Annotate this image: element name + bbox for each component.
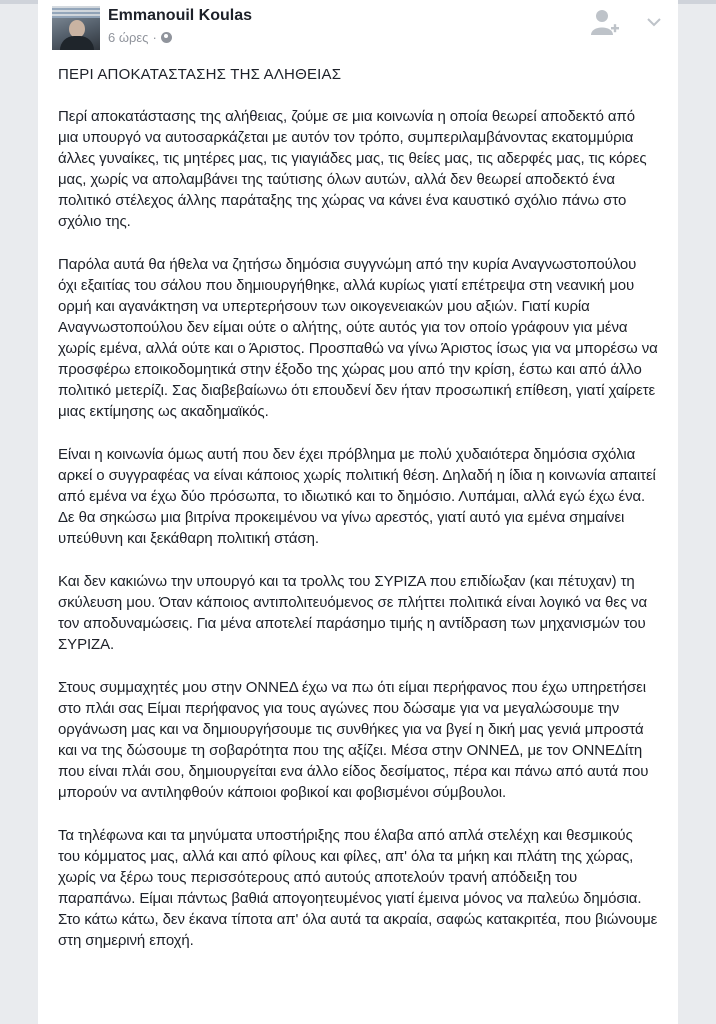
post-title: ΠΕΡΙ ΑΠΟΚΑΤΑΣΤΑΣΗΣ ΤΗΣ ΑΛΗΘΕΙΑΣ — [58, 66, 342, 83]
avatar-background — [52, 6, 100, 18]
post-body — [58, 64, 658, 973]
post-timestamp[interactable]: 6 ώρες — [108, 30, 149, 45]
author-avatar[interactable] — [52, 6, 100, 50]
avatar-body — [60, 36, 94, 50]
add-friend-icon[interactable] — [590, 8, 620, 38]
post-header — [38, 0, 678, 58]
post-paragraph: Στους συμμαχητές μου στην ΟΝΝΕΔ έχω να πω ότι είμαι περήφανος που έχω υπηρετήσει στο πλάι σας Είμαι περήφανος για τους αγώνες που δώσαμε για να μεγαλώσουμε την οργάνωση μας και να δημιουργήσουμε τις συνθήκες για να βγεί η δική μας γενιά μπροστά και να της δώσουμε τη σοβαρότητα που της αξίζει. Μέσα στην ΟΝΝΕΔ, με τον ΟΝΝΕΔίτη που είναι πλάι σου, δημιουργείται ενα άλλο είδος δεσίματος, πέρα και πάνω από αυτά που μπορούν να αντιληφθούν κάποιοι φοβικοί και φοβισμένοι σύμβουλοι. — [58, 679, 649, 801]
post-paragraph: Τα τηλέφωνα και τα μηνύματα υποστήριξης που έλαβα από απλά στελέχη και θεσμικούς του κόμματος μας, αλλά και από φίλους και φίλες, απ' όλα τα μήκη και πλάτη της χώρας, χωρίς να ξέρω τους περισσότερους από αυτούς αποτελούν τρανή απόδειξη του παραπάνω. Είμαι πάντως βαθιά απογοητευμένος γιατί έμεινα μόνος να παλεύω δημόσια. Στο κάτω κάτω, δεν έκανα τίποτα απ' όλα αυτά τα ακραία, σαφώς κατακριτέα, που βιώνουμε στη σημερινή εποχή. — [58, 827, 658, 949]
chevron-down-icon[interactable] — [646, 16, 662, 28]
post-paragraph: Είναι η κοινωνία όμως αυτή που δεν έχει πρόβλημα με πολύ χυδαιότερα δημόσια σχόλια αρκεί ο συγγραφέας να είναι κάποιος χωρίς πολιτική θέση. Δηλαδή η ίδια η κοινωνία απαιτεί από εμένα να έχω δύο πρόσωπα, το ιδιωτικό και το δημόσιο. Λυπάμαι, αλλά εγώ έχω ένα. Δε θα σηκώσω μια βιτρίνα προκειμένου να γίνω αρεστός, γιατί αυτό για εμένα σημαίνει υπεύθυνη και ξεκάθαρη πολιτική στάση. — [58, 446, 656, 547]
meta-separator: · — [152, 30, 157, 45]
post-paragraph: Και δεν κακιώνω την υπουργό και τα τρολλς του ΣΥΡΙΖΑ που επιδίωξαν (και πέτυχαν) τη σκύλευση μου. Όταν κάποιος αντιπολιτευόμενος σε πλήττει πολιτικά είναι λογικό να θες να τον αποδυναμώσεις. Για μένα αποτελεί παράσημο τιμής η αντίδραση των μηχανισμών του ΣΥΡΙΖΑ. — [58, 573, 648, 653]
post-paragraph: Περί αποκατάστασης της αλήθειας, ζούμε σε μια κοινωνία η οποία θεωρεί αποδεκτό από μια υπουργό να αυτοσαρκάζεται με αυτόν τον τρόπο, συμπεριλαμβάνοντας εκατομμύρια άλλες γυναίκες, τις μητέρες μας, τις γιαγιάδες μας, τις θείες μας, τις αδερφές μας, τις κόρες μας, χωρίς να απολαμβάνει της ταύτισης όλων αυτών, αλλά δεν θεωρεί αποδεκτό ένα πολιτικό στέλεχος άλλης παράταξης της χώρας να κάνει ένα καυστικό σχόλιο πάνω στο σχόλιο της. — [58, 108, 647, 230]
globe-icon — [161, 32, 172, 43]
post-paragraph: Παρόλα αυτά θα ήθελα να ζητήσω δημόσια συγγνώμη από την κυρία Αναγνωστοπούλου όχι εξαιτίας του σάλου που δημιουργήθηκε, αλλά κυρίως γιατί επέτρεψα στη νεανική μου ορμή και αγανάκτηση να υπερτερήσουν των οικογενειακών μου αξιών. Γιατί κυρία Αναγνωστοπούλου δεν είμαι ούτε ο αλήτης, ούτε αυτός για τον οποίο γράφουν για μένα χωρίς εμένα, αλλά ούτε και ο Άριστος. Προσπαθώ να γίνω Άριστος ίσως για να μπορέσω να προσφέρω εποικοδομητικά στην έξοδο της χώρας μου από την κρίση, έστω και από άλλο πολιτικό μετερίζι. Σας διαβεβαίωνω ότι επουδενί δεν ήταν προσωπική επίθεση, γιατί χαίρετε μιας εκτίμησης ως ακαδημαϊκός. — [58, 256, 658, 420]
post-meta — [108, 30, 172, 45]
author-name[interactable]: Emmanouil Koulas — [108, 7, 253, 24]
post-card — [38, 0, 678, 1024]
